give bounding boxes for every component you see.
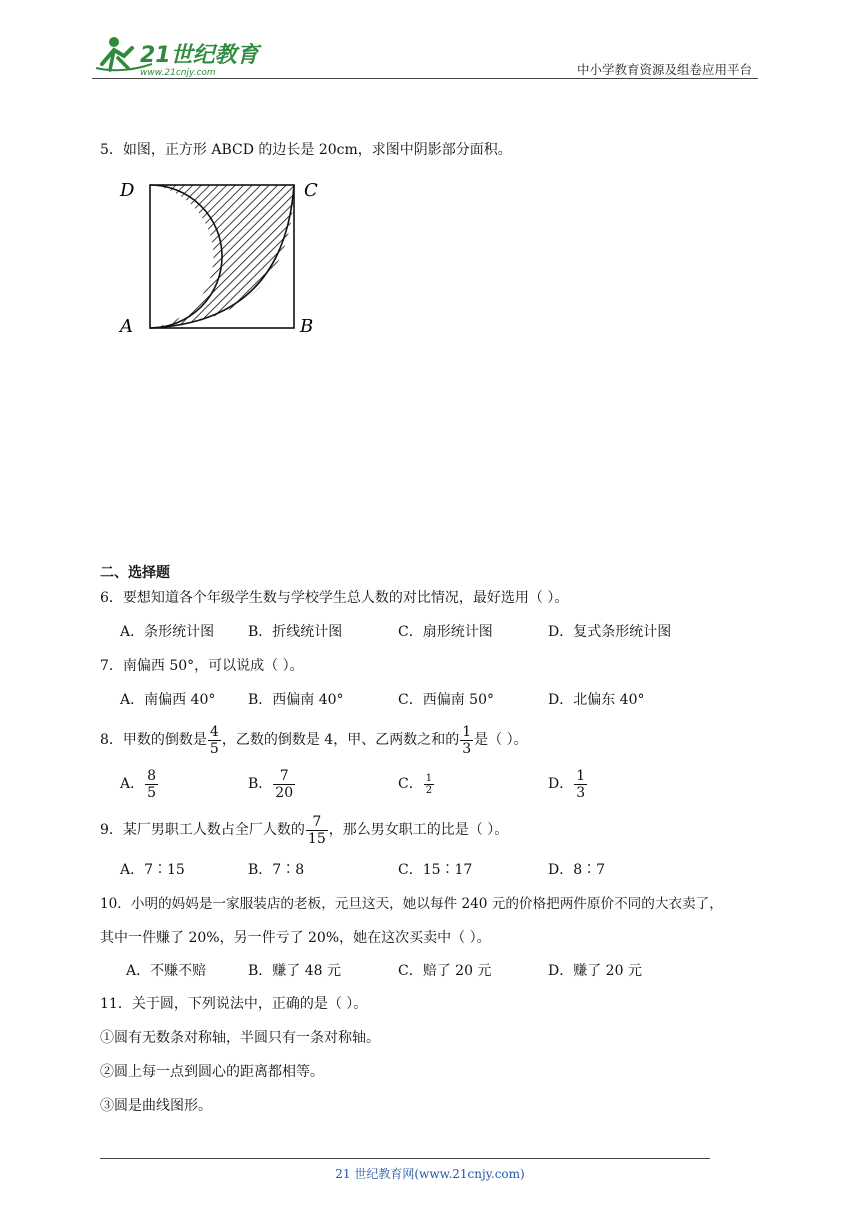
statement-1: ①圆有无数条对称轴，半圆只有一条对称轴。 [100, 1030, 380, 1046]
logo-text: 21世纪教育 [140, 43, 259, 68]
option-c: C．西偏南 50° [398, 692, 494, 708]
option-label: C． [398, 776, 423, 792]
denominator: 3 [462, 740, 472, 757]
option-b: B．西偏南 40° [248, 692, 344, 708]
denominator: 5 [147, 784, 157, 801]
option-d: D．8∶7 [548, 862, 606, 878]
site-logo [92, 34, 262, 78]
section-heading: 二、选择题 [100, 565, 170, 581]
vertex-c-label: C [304, 180, 318, 201]
question-7-text: 7．南偏西 50°，可以说成（ ）。 [100, 658, 304, 674]
vertex-b-label: B [300, 316, 314, 337]
question-5-text: 5．如图，正方形 ABCD 的边长是 20cm，求图中阴影部分面积。 [100, 142, 512, 158]
option-label: D． [548, 776, 574, 792]
option-b [248, 766, 296, 802]
question-8-part-3: 是（ ）。 [474, 732, 528, 748]
option-b: B．折线统计图 [248, 624, 343, 640]
vertex-d-label: D [120, 180, 135, 201]
question-8-part-1: 8．甲数的倒数是 [100, 732, 207, 748]
logo-url-text: www.21cnjy.com [140, 68, 216, 78]
header-divider [92, 78, 758, 79]
option-a [120, 766, 159, 802]
fraction [460, 724, 473, 757]
option-d: D．赚了 20 元 [548, 963, 642, 979]
fraction [145, 768, 158, 801]
question-11-text: 11．关于圆，下列说法中，正确的是（ ）。 [100, 996, 368, 1012]
question-8-part-2: ，乙数的倒数是 4，甲、乙两数之和的 [221, 732, 460, 748]
denominator: 5 [209, 740, 219, 757]
option-d [548, 766, 588, 802]
option-c [398, 766, 435, 802]
numerator: 1 [462, 723, 472, 740]
denominator: 15 [307, 830, 326, 847]
question-8-text [100, 722, 528, 758]
question-10-line-2: 其中一件赚了 20%，另一件亏了 20%，她在这次买卖中（ ）。 [100, 930, 491, 946]
numerator: 1 [576, 767, 586, 784]
numerator: 7 [273, 768, 295, 785]
question-9-part-2: ，那么男女职工的比是（ ）。 [328, 822, 509, 838]
option-b: B．赚了 48 元 [248, 963, 342, 979]
option-c: C．赔了 20 元 [398, 963, 492, 979]
numerator: 7 [306, 814, 328, 831]
numerator: 1 [425, 772, 433, 784]
statement-3: ③圆是曲线图形。 [100, 1098, 212, 1114]
site-name: 中小学教育资源及组卷应用平台 [576, 62, 752, 77]
numerator: 4 [209, 723, 219, 740]
denominator: 20 [275, 784, 294, 801]
question-5-figure [112, 172, 332, 346]
option-d: D．北偏东 40° [548, 692, 645, 708]
question-9-part-1: 9．某厂男职工人数占全厂人数的 [100, 822, 305, 838]
option-d: D．复式条形统计图 [548, 624, 672, 640]
denominator: 2 [425, 784, 433, 796]
vertex-a-label: A [120, 316, 133, 337]
fraction [306, 814, 328, 847]
footer-divider [100, 1158, 710, 1159]
fraction [424, 773, 434, 796]
option-c: C．扇形统计图 [398, 624, 493, 640]
option-label: B． [248, 776, 273, 792]
option-a: A．南偏西 40° [120, 692, 216, 708]
option-a: A．7∶15 [120, 862, 185, 878]
option-b: B．7∶8 [248, 862, 305, 878]
option-a: A．条形统计图 [120, 624, 215, 640]
footer-text: 21 世纪教育网(www.21cnjy.com) [335, 1167, 525, 1181]
question-10-line-1: 10．小明的妈妈是一家服装店的老板，元旦这天，她以每件 240 元的价格把两件原价不同的大衣卖了， [100, 896, 723, 912]
fraction [273, 768, 295, 801]
statement-2: ②圆上每一点到圆心的距离都相等。 [100, 1064, 324, 1080]
question-6-text: 6．要想知道各个年级学生数与学校学生总人数的对比情况，最好选用（ ）。 [100, 590, 569, 606]
question-9-text [100, 812, 508, 848]
option-label: A． [120, 776, 145, 792]
numerator: 8 [147, 767, 157, 784]
option-c: C．15∶17 [398, 862, 473, 878]
denominator: 3 [576, 784, 586, 801]
option-a: A．不赚不赔 [126, 963, 207, 979]
fraction [574, 768, 587, 801]
fraction [208, 724, 221, 757]
